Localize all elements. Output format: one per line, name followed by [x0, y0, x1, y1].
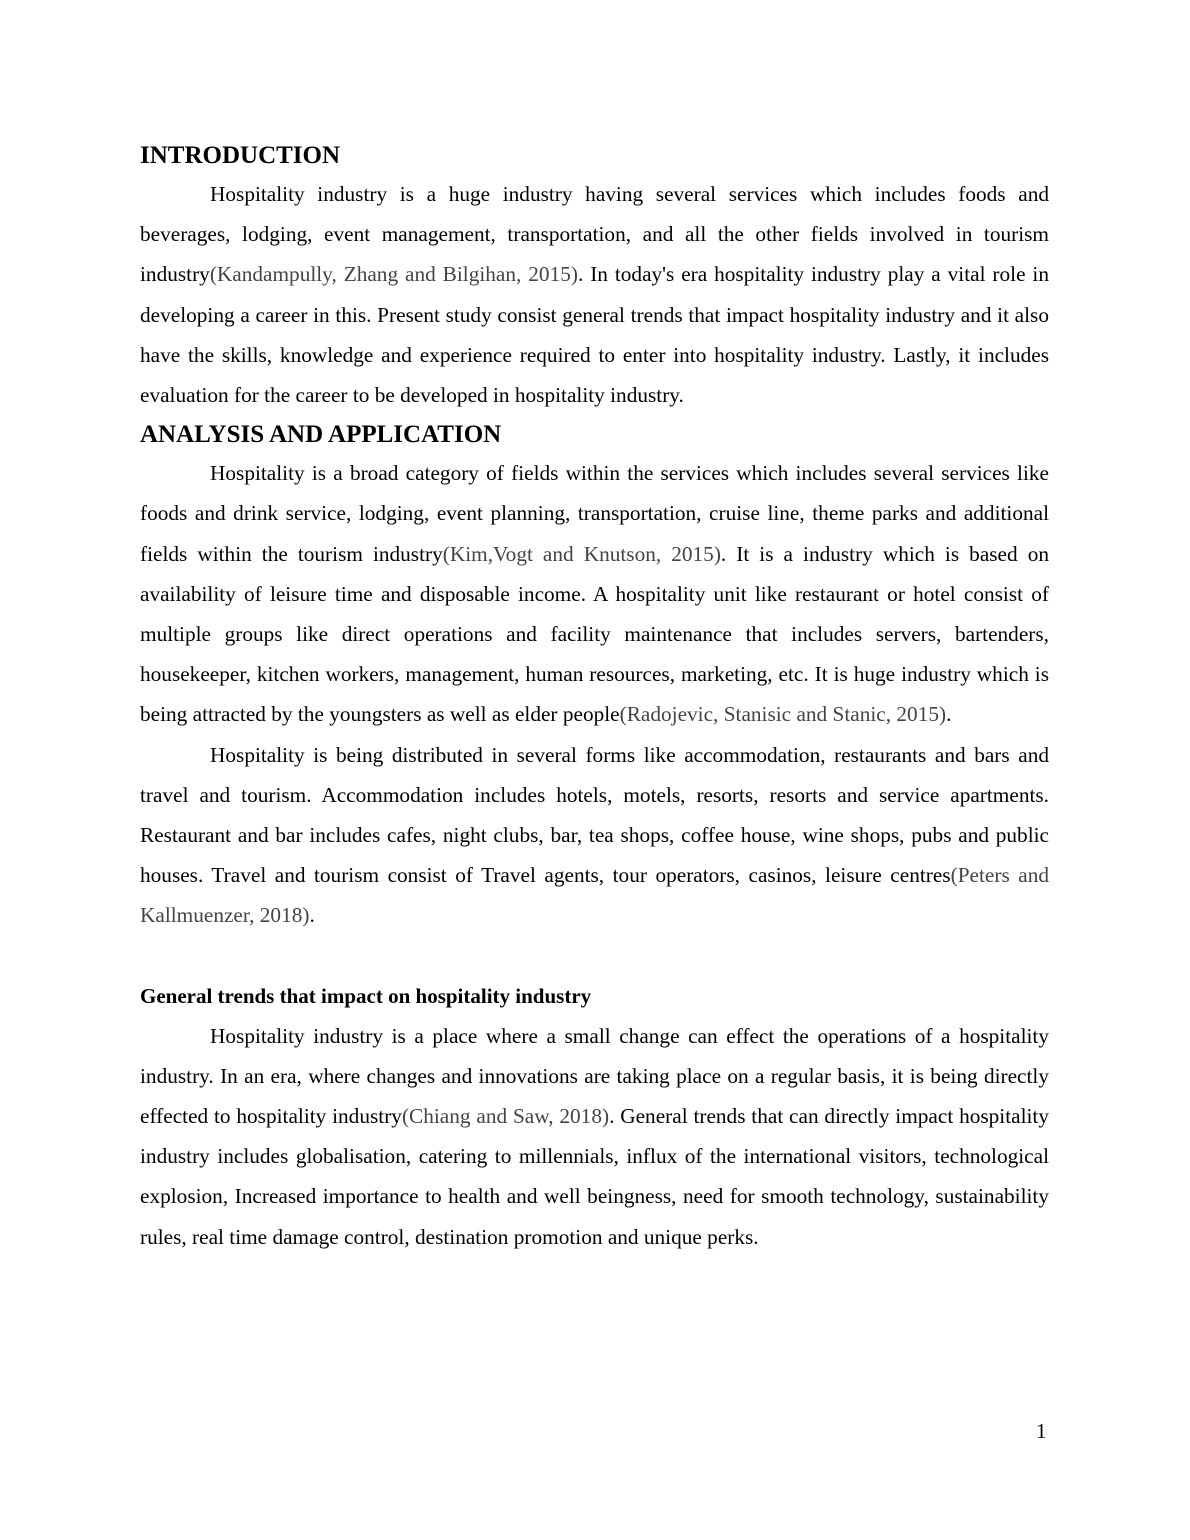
introduction-paragraph	[140, 174, 1049, 415]
text-run: . It is a industry which is based on availability of leisure time and disposable income. A hospitality unit like restaurant or hotel consist of multiple groups like direct operations and facility maintenance that includes servers, bartenders, housekeeper, kitchen workers, management, human resources, marketing, etc. It is huge industry which is being attracted by the youngsters as well as elder people	[140, 541, 1049, 727]
text-run: Hospitality industry is a place where a small change can effect the operations of a hospitality industry. In an era, where changes and innovations are taking place on a regular basis, it is being directly effected to hospitality industry	[140, 1023, 1049, 1129]
text-run: Hospitality is being distributed in several forms like accommodation, restaurants and bars and travel and tourism. Accommodation includes hotels, motels, resorts, resorts and service apartments. Restaurant and bar includes cafes, night clubs, bar, tea shops, coffee house, wine shops, pubs and public houses. Travel and tourism consist of Travel agents, tour operators, casinos, leisure centres	[140, 742, 1049, 888]
citation: (Chiang and Saw, 2018)	[401, 1104, 610, 1129]
introduction-heading: INTRODUCTION	[140, 142, 341, 169]
citation: (Kim,Vogt and Knutson, 2015)	[442, 541, 721, 566]
analysis-heading: ANALYSIS AND APPLICATION	[140, 421, 502, 449]
analysis-paragraph-1	[140, 453, 1049, 734]
document-page	[140, 138, 1049, 1257]
text-run: . In today's era hospitality industry play a vital role in developing a career in this. Present study consist general trends that impact hospitality industry and it also have the skills, knowledge and experience required to enter into hospitality industry. Lastly, it includes evaluation for the career to be developed in hospitality industry.	[140, 262, 1050, 408]
citation: (Radojevic, Stanisic and Stanic, 2015)	[619, 702, 947, 727]
analysis-paragraph-2	[140, 735, 1049, 936]
citation: (Kandampully, Zhang and Bilgihan, 2015)	[209, 262, 578, 287]
text-run: Hospitality industry is a huge industry having several services which includes foods and beverages, lodging, event management, transportation, and all the other fields involved in tourism industry	[140, 182, 1049, 287]
text-run: .	[309, 903, 315, 928]
citation: (Peters and Kallmuenzer, 2018)	[140, 863, 1049, 928]
text-run: . General trends that can directly impact hospitality industry includes globalisation, catering to millennials, influx of the international visitors, technological explosion, Increased importance to health and well beingness, need for smooth technology, sustainability rules, real time damage control, destination promotion and unique perks.	[140, 1104, 1049, 1249]
text-run: .	[946, 702, 952, 727]
text-run: Hospitality is a broad category of fields within the services which includes several services like foods and drink service, lodging, event planning, transportation, cruise line, theme parks and additional fields within the tourism industry	[140, 461, 1049, 566]
trends-paragraph	[140, 1016, 1049, 1257]
page-number: 1	[1036, 1419, 1047, 1443]
trends-subheading: General trends that impact on hospitality industry	[140, 983, 592, 1008]
